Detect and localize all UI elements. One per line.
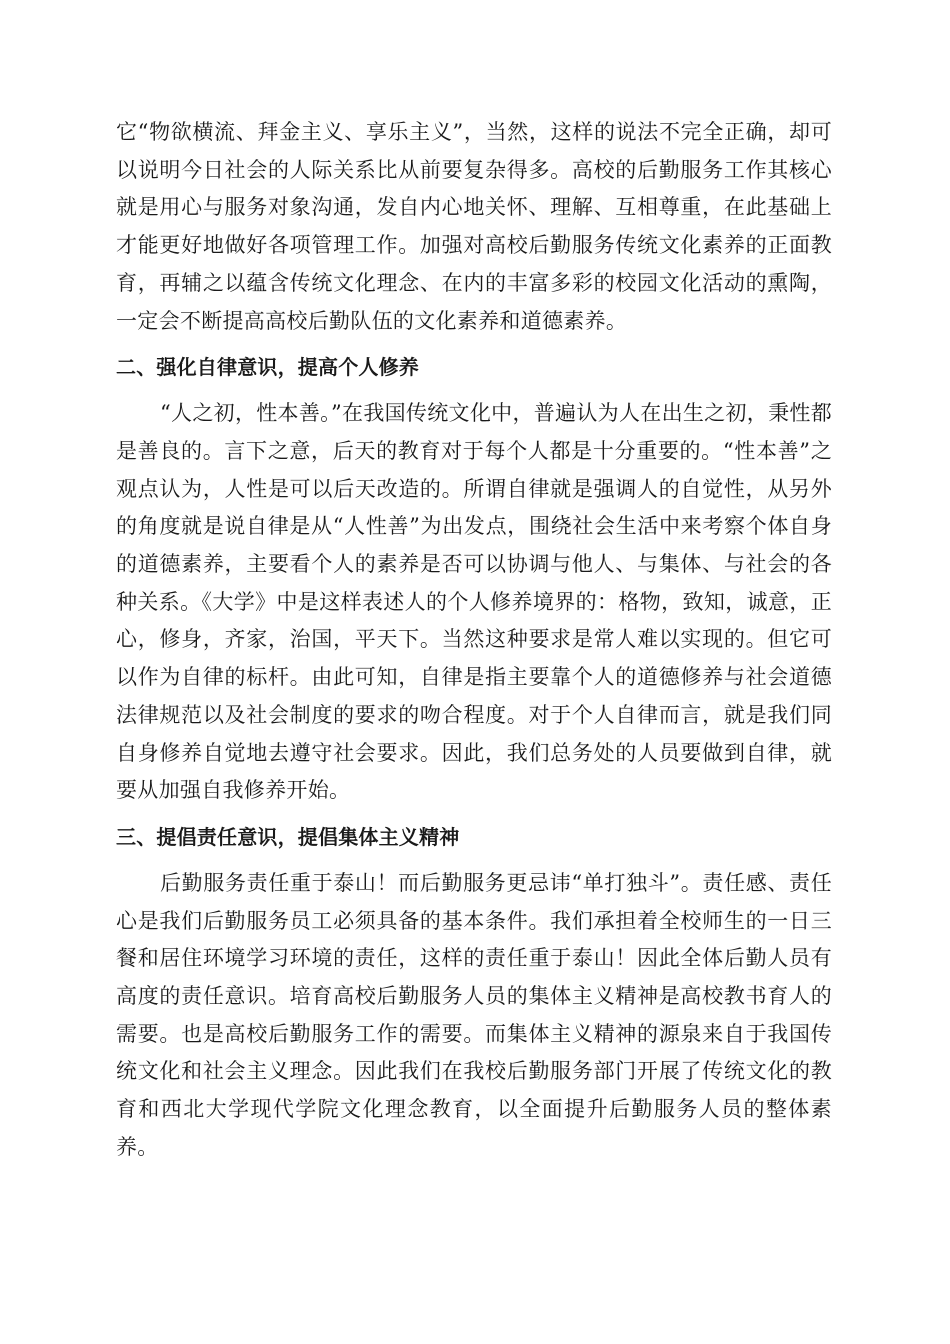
intro-paragraph: 它“物欲横流、拜金主义、享乐主义”，当然，这样的说法不完全正确，却可以说明今日社会的人际关系比从前要复杂得多。高校的后勤服务工作其核心就是用心与服务对象沟通，发自内心地关怀、理解、互相尊重，在此基础上才能更好地做好各项管理工作。加强对高校后勤服务传统文化素养的正面教育，再辅之以蕴含传统文化理念、在内的丰富多彩的校园文化活动的熏陶，一定会不断提高高校后勤队伍的文化素养和道德素养。 bbox=[116, 120, 832, 333]
spacer bbox=[116, 810, 832, 823]
spacer bbox=[116, 851, 832, 865]
section-2-heading: 二、强化自律意识，提高个人修养 bbox=[116, 355, 419, 380]
spacer bbox=[116, 340, 832, 353]
spacer bbox=[116, 381, 832, 395]
section-3-heading: 三、提倡责任意识，提倡集体主义精神 bbox=[116, 824, 460, 849]
document-body bbox=[116, 114, 832, 1167]
section-3-paragraph: 后勤服务责任重于泰山！而后勤服务更忌讳“单打独斗”。责任感、责任心是我们后勤服务员工必须具备的基本条件。我们承担着全校师生的一日三餐和居住环境学习环境的责任，这样的责任重于泰山！因此全体后勤人员有高度的责任意识。培育高校后勤服务人员的集体主义精神是高校教书育人的需要。也是高校后勤服务工作的需要。而集体主义精神的源泉来自于我国传统文化和社会主义理念。因此我们在我校后勤服务部门开展了传统文化的教育和西北大学现代学院文化理念教育，以全面提升后勤服务人员的整体素养。 bbox=[116, 870, 832, 1159]
section-2-paragraph: “人之初，性本善。”在我国传统文化中，普遍认为人在出生之初，秉性都是善良的。言下之意，后天的教育对于每个人都是十分重要的。“性本善”之观点认为，人性是可以后天改造的。所谓自律就是强调人的自觉性，从另外的角度就是说自律是从“人性善”为出发点，围绕社会生活中来考察个体自身的道德素养，主要看个人的素养是否可以协调与他人、与集体、与社会的各种关系。《大学》中是这样表述人的个人修养境界的：格物，致知，诚意，正心，修身，齐家，治国，平天下。当然这种要求是常人难以实现的。但它可以作为自律的标杆。由此可知，自律是指主要靠个人的道德修养与社会道德法律规范以及社会制度的要求的吻合程度。对于个人自律而言，就是我们同自身修养自觉地去遵守社会要求。因此，我们总务处的人员要做到自律，就要从加强自我修养开始。 bbox=[116, 401, 832, 803]
